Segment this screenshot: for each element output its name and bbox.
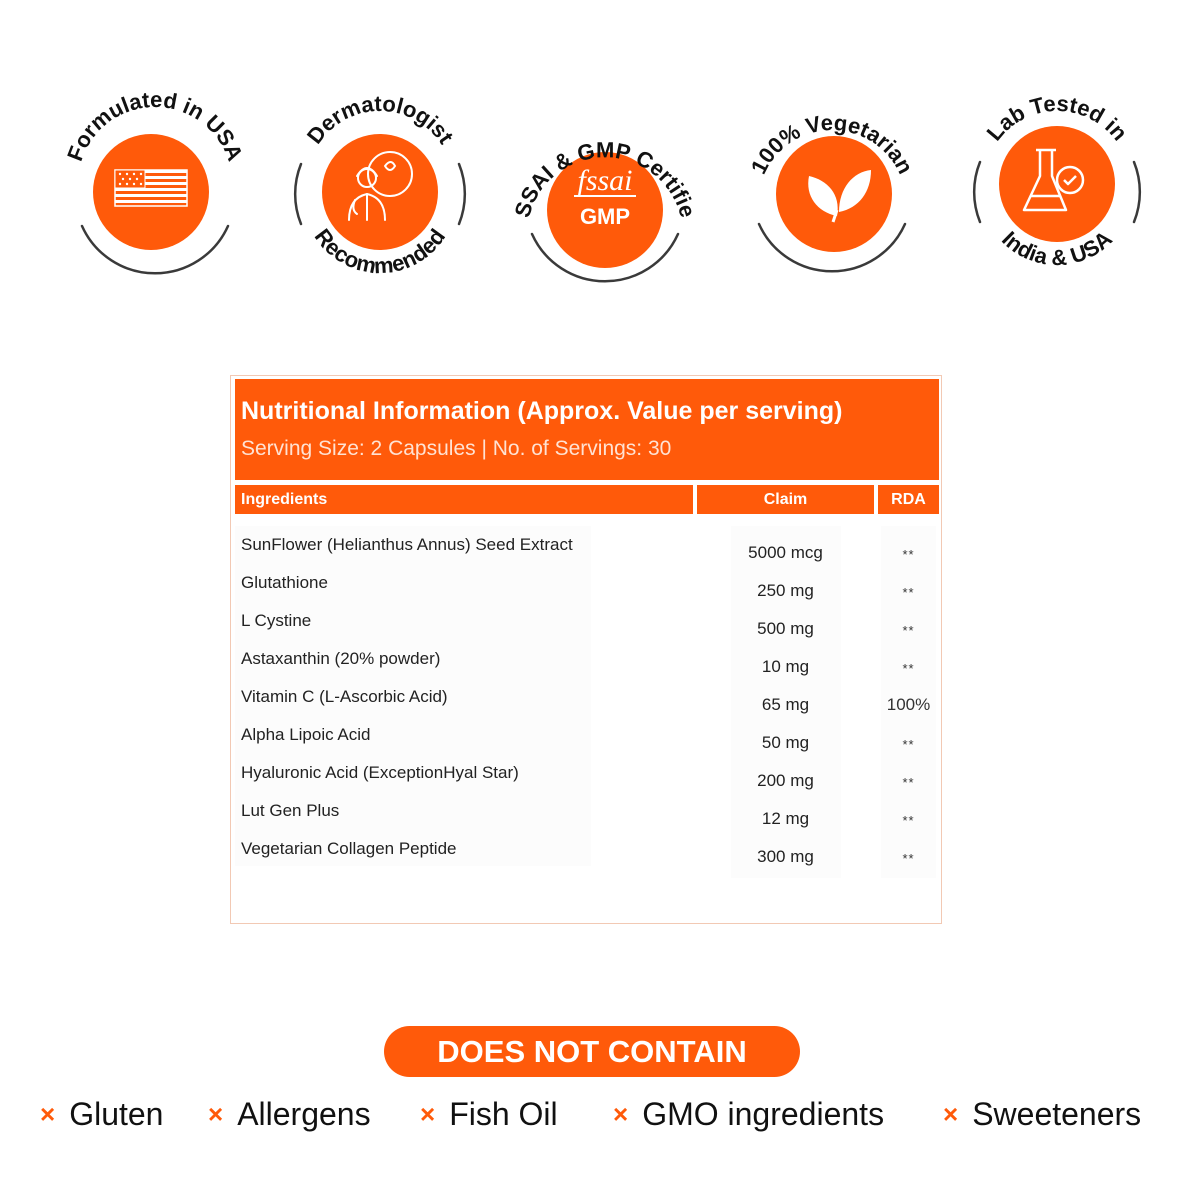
badge-label: Formulated in USA xyxy=(62,86,248,165)
table-row xyxy=(231,535,943,573)
excluded-item-gluten xyxy=(40,1092,163,1136)
badge-label: 100% Vegetarian xyxy=(745,109,919,178)
svg-text:fssai: fssai xyxy=(577,164,633,197)
badge-formulated-in-usa xyxy=(60,84,250,284)
ingredient-name: Hyaluronic Acid (ExceptionHyal Star) xyxy=(241,763,519,782)
badge-lab-tested xyxy=(962,84,1152,284)
badge-label-bottom: India & USA xyxy=(997,225,1117,271)
excluded-item-label: Sweeteners xyxy=(972,1095,1142,1132)
rda-value: ** xyxy=(902,623,915,638)
ingredient-name: Astaxanthin (20% powder) xyxy=(241,649,441,668)
excluded-item-label: Fish Oil xyxy=(449,1095,558,1132)
table-row xyxy=(231,839,943,877)
claim-value: 5000 mcg xyxy=(748,543,823,562)
rda-value: ** xyxy=(902,813,915,828)
badge-label: FSSAI & GMP Certified xyxy=(503,64,701,221)
table-row xyxy=(231,801,943,839)
badge-ring-right xyxy=(1134,162,1140,222)
claim-value: 50 mg xyxy=(761,733,810,752)
claim-value: 12 mg xyxy=(761,809,810,828)
table-row xyxy=(231,687,943,725)
claim-value: 300 mg xyxy=(757,847,814,866)
nutrition-title: Nutritional Information (Approx. Value per serving) xyxy=(241,397,843,425)
badge-label-bottom: Recommended xyxy=(309,224,451,279)
table-row xyxy=(231,725,943,763)
nutrition-panel xyxy=(230,375,942,924)
ingredient-name: Vitamin C (L-Ascorbic Acid) xyxy=(241,687,448,706)
badge-label-top: Dermatologist xyxy=(301,90,459,149)
excluded-item-fish-oil xyxy=(420,1092,558,1136)
excluded-item-label: Gluten xyxy=(69,1095,164,1132)
table-row xyxy=(231,573,943,611)
nutrition-subtitle: Serving Size: 2 Capsules | No. of Servings: 30 xyxy=(241,437,672,460)
ingredient-name: Lut Gen Plus xyxy=(241,801,340,820)
table-row xyxy=(231,611,943,649)
fssai-gmp-logo xyxy=(574,164,636,229)
rda-value: ** xyxy=(902,851,915,866)
does-not-contain-heading: DOES NOT CONTAIN xyxy=(384,1026,800,1077)
claim-value: 200 mg xyxy=(757,771,814,790)
column-header-claim: Claim xyxy=(697,485,874,514)
close-icon: × xyxy=(40,1098,56,1129)
rda-value: 100% xyxy=(886,695,931,714)
badge-ring-left xyxy=(974,162,980,222)
claim-value: 65 mg xyxy=(761,695,810,714)
claim-value: 500 mg xyxy=(757,619,814,638)
rda-value: ** xyxy=(902,737,915,752)
us-flag-icon xyxy=(115,170,187,206)
badge-ring-left xyxy=(295,164,301,224)
claim-value: 250 mg xyxy=(757,581,814,600)
svg-text:GMP: GMP xyxy=(579,204,631,229)
table-row xyxy=(231,763,943,801)
excluded-item-sweeteners xyxy=(943,1092,1141,1136)
excluded-item-gmo xyxy=(613,1092,884,1136)
badge-ring-right xyxy=(459,164,465,224)
ingredient-name: L Cystine xyxy=(241,611,312,630)
excluded-item-label: GMO ingredients xyxy=(642,1095,885,1132)
column-header-rda: RDA xyxy=(878,485,939,514)
close-icon: × xyxy=(943,1098,959,1129)
rda-value: ** xyxy=(902,775,915,790)
badge-disc xyxy=(322,134,438,250)
close-icon: × xyxy=(208,1098,224,1129)
rda-value: ** xyxy=(902,585,915,600)
ingredient-name: Vegetarian Collagen Peptide xyxy=(241,839,457,858)
nutrition-header xyxy=(235,379,939,480)
badge-fssai-gmp-certified xyxy=(503,64,701,284)
ingredient-name: Alpha Lipoic Acid xyxy=(241,725,371,744)
rda-value: ** xyxy=(902,547,915,562)
ingredient-name: Glutathione xyxy=(241,573,328,592)
close-icon: × xyxy=(420,1098,436,1129)
close-icon: × xyxy=(613,1098,629,1129)
table-row xyxy=(231,649,943,687)
claim-value: 10 mg xyxy=(761,657,810,676)
badge-dermatologist-recommended xyxy=(285,84,475,284)
excluded-item-allergens xyxy=(208,1092,371,1136)
ingredient-name: SunFlower (Helianthus Annus) Seed Extract xyxy=(241,535,573,554)
badge-label-top: Lab Tested in xyxy=(981,90,1133,146)
badge-vegetarian xyxy=(737,84,927,284)
rda-value: ** xyxy=(902,661,915,676)
excluded-item-label: Allergens xyxy=(237,1095,371,1132)
column-header-ingredients: Ingredients xyxy=(235,485,693,514)
